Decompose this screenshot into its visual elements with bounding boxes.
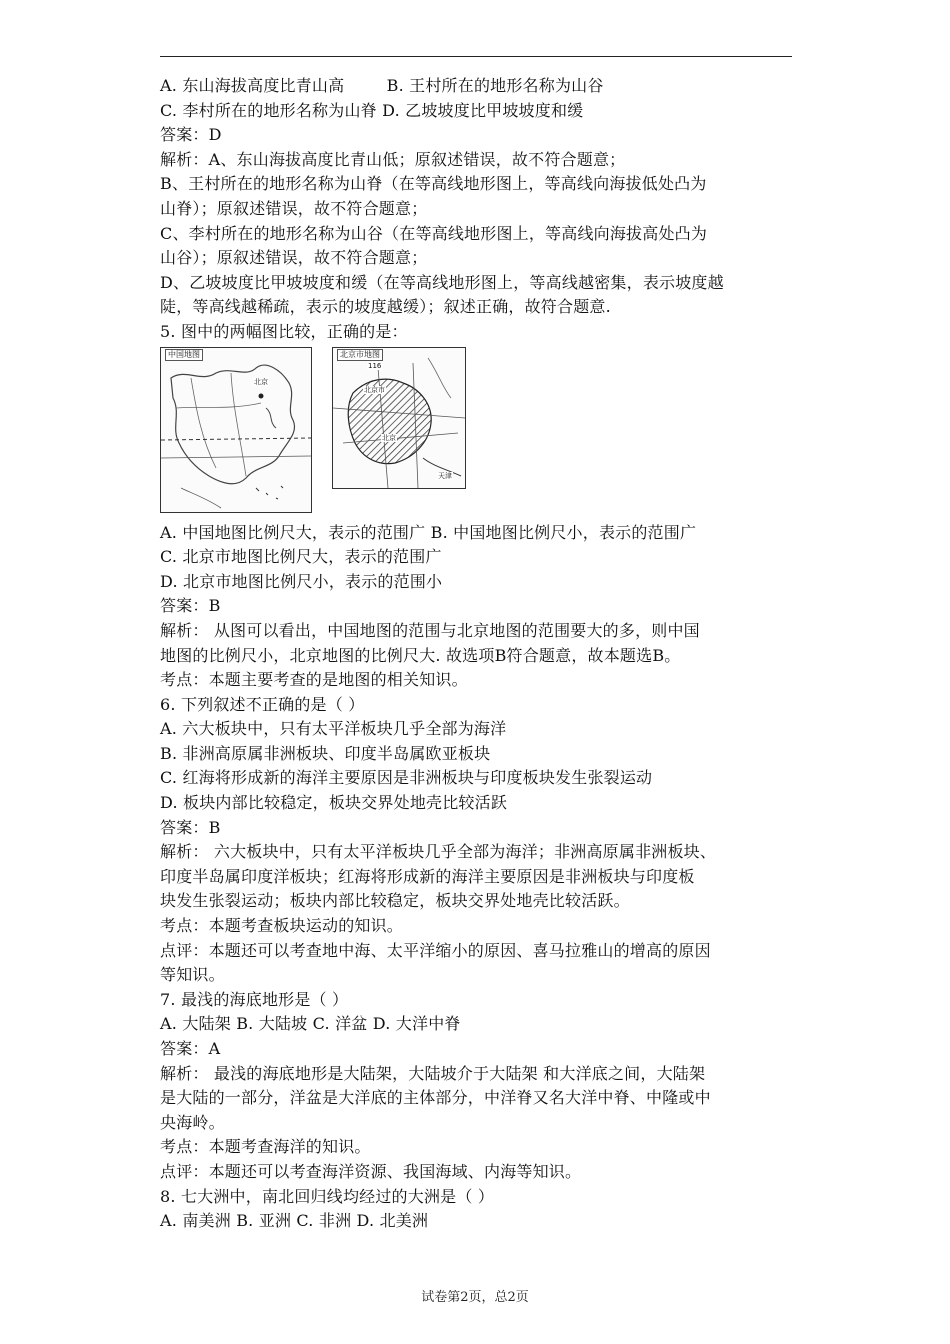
text-block-before <box>160 74 800 345</box>
text-line: 地图的比例尺小，北京地图的比例尺大. 故选项B符合题意，故本题选B。 <box>160 645 681 665</box>
text-line: 等知识。 <box>160 965 225 985</box>
text-line: 答案：A <box>160 1039 221 1058</box>
beijing-map-city-label: 北京市 <box>364 385 385 394</box>
text-line: 答案：D <box>160 125 222 145</box>
map-figure <box>160 347 800 519</box>
text-line: C. 李村所在的地形名称为山脊 D. 乙坡坡度比甲坡坡度和缓 <box>160 100 584 120</box>
text-line: 陡，等高线越稀疏，表示的坡度越缓）；叙述正确，故符合题意. <box>160 297 611 317</box>
text-line: A. 六大板块中，只有太平洋板块几乎全部为海洋 <box>160 719 507 739</box>
china-map <box>160 347 312 513</box>
text-line: 5. 图中的两幅图比较，正确的是： <box>160 321 408 341</box>
text-line: 解析：A、东山海拔高度比青山低；原叙述错误，故不符合题意； <box>160 149 626 169</box>
text-line: 山脊）；原叙述错误，故不符合题意； <box>160 198 428 218</box>
page-content <box>160 74 800 1234</box>
text-line: 点评：本题还可以考查海洋资源、我国海域、内海等知识。 <box>160 1161 582 1181</box>
beijing-map <box>332 347 466 489</box>
text-line: 点评：本题还可以考查地中海、太平洋缩小的原因、喜马拉雅山的增高的原因 <box>160 940 711 960</box>
text-line: D、乙坡坡度比甲坡坡度和缓（在等高线地形图上，等高线越密集，表示坡度越 <box>160 272 724 292</box>
text-line: 解析： 最浅的海底地形是大陆架，大陆坡介于大陆架 和大洋底之间，大陆架 <box>160 1063 706 1083</box>
text-line: 考点：本题考查海洋的知识。 <box>160 1137 371 1157</box>
header-rule <box>160 56 792 57</box>
text-line: C、李村所在的地形名称为山谷（在等高线地形图上，等高线向海拔高处凸为 <box>160 223 708 243</box>
text-line: 8. 七大洲中，南北回归线均经过的大洲是（ ） <box>160 1186 495 1206</box>
text-line: 印度半岛属印度洋板块；红海将形成新的海洋主要原因是非洲板块与印度板 <box>160 866 695 886</box>
text-line: 答案：B <box>160 817 221 837</box>
china-map-beijing-label: 北京 <box>254 377 268 386</box>
beijing-map-title: 北京市地图 <box>337 349 383 361</box>
text-line: 考点：本题主要考查的是地图的相关知识。 <box>160 670 468 690</box>
text-line: 6. 下列叙述不正确的是（ ） <box>160 694 365 714</box>
beijing-map-number: 116 <box>368 361 382 370</box>
text-line: B. 非洲高原属非洲板块、印度半岛属欧亚板块 <box>160 743 491 763</box>
beijing-map-center-label: 北京 <box>382 433 396 442</box>
text-line: 7. 最浅的海底地形是（ ） <box>160 989 349 1009</box>
text-line: A. 大陆架 B. 大陆坡 C. 洋盆 D. 大洋中脊 <box>160 1014 461 1034</box>
text-block-after <box>160 521 800 1234</box>
page-footer: 试卷第2页，总2页 <box>421 1290 529 1305</box>
text-line: D. 板块内部比较稳定，板块交界处地壳比较活跃 <box>160 793 508 813</box>
text-line: 央海岭。 <box>160 1112 225 1132</box>
text-line: A. 东山海拔高度比青山高 B. 王村所在的地形名称为山谷 <box>160 76 604 95</box>
text-line: 块发生张裂运动；板块内部比较稳定，板块交界处地壳比较活跃。 <box>160 891 630 911</box>
beijing-map-tianjin-label: 天津 <box>438 471 452 480</box>
text-line: C. 北京市地图比例尺大，表示的范围广 <box>160 547 442 567</box>
text-line: 解析： 从图可以看出，中国地图的范围与北京地图的范围要大的多，则中国 <box>160 620 700 640</box>
text-line: A. 南美洲 B. 亚洲 C. 非洲 D. 北美洲 <box>160 1211 429 1231</box>
text-line: 山谷）；原叙述错误，故不符合题意； <box>160 248 428 268</box>
text-line: 解析： 六大板块中，只有太平洋板块几乎全部为海洋；非洲高原属非洲板块、 <box>160 842 717 862</box>
china-map-title: 中国地图 <box>165 349 203 361</box>
text-line: 答案：B <box>160 596 221 616</box>
text-line: B、王村所在的地形名称为山脊（在等高线地形图上，等高线向海拔低处凸为 <box>160 174 707 194</box>
text-line: 考点：本题考查板块运动的知识。 <box>160 916 404 936</box>
text-line: D. 北京市地图比例尺小，表示的范围小 <box>160 571 443 591</box>
text-line: A. 中国地图比例尺大，表示的范围广 B. 中国地图比例尺小，表示的范围广 <box>160 522 697 542</box>
text-line: C. 红海将形成新的海洋主要原因是非洲板块与印度板块发生张裂运动 <box>160 768 653 788</box>
text-line: 是大陆的一部分，洋盆是大洋底的主体部分，中洋脊又名大洋中脊、中隆或中 <box>160 1088 711 1108</box>
